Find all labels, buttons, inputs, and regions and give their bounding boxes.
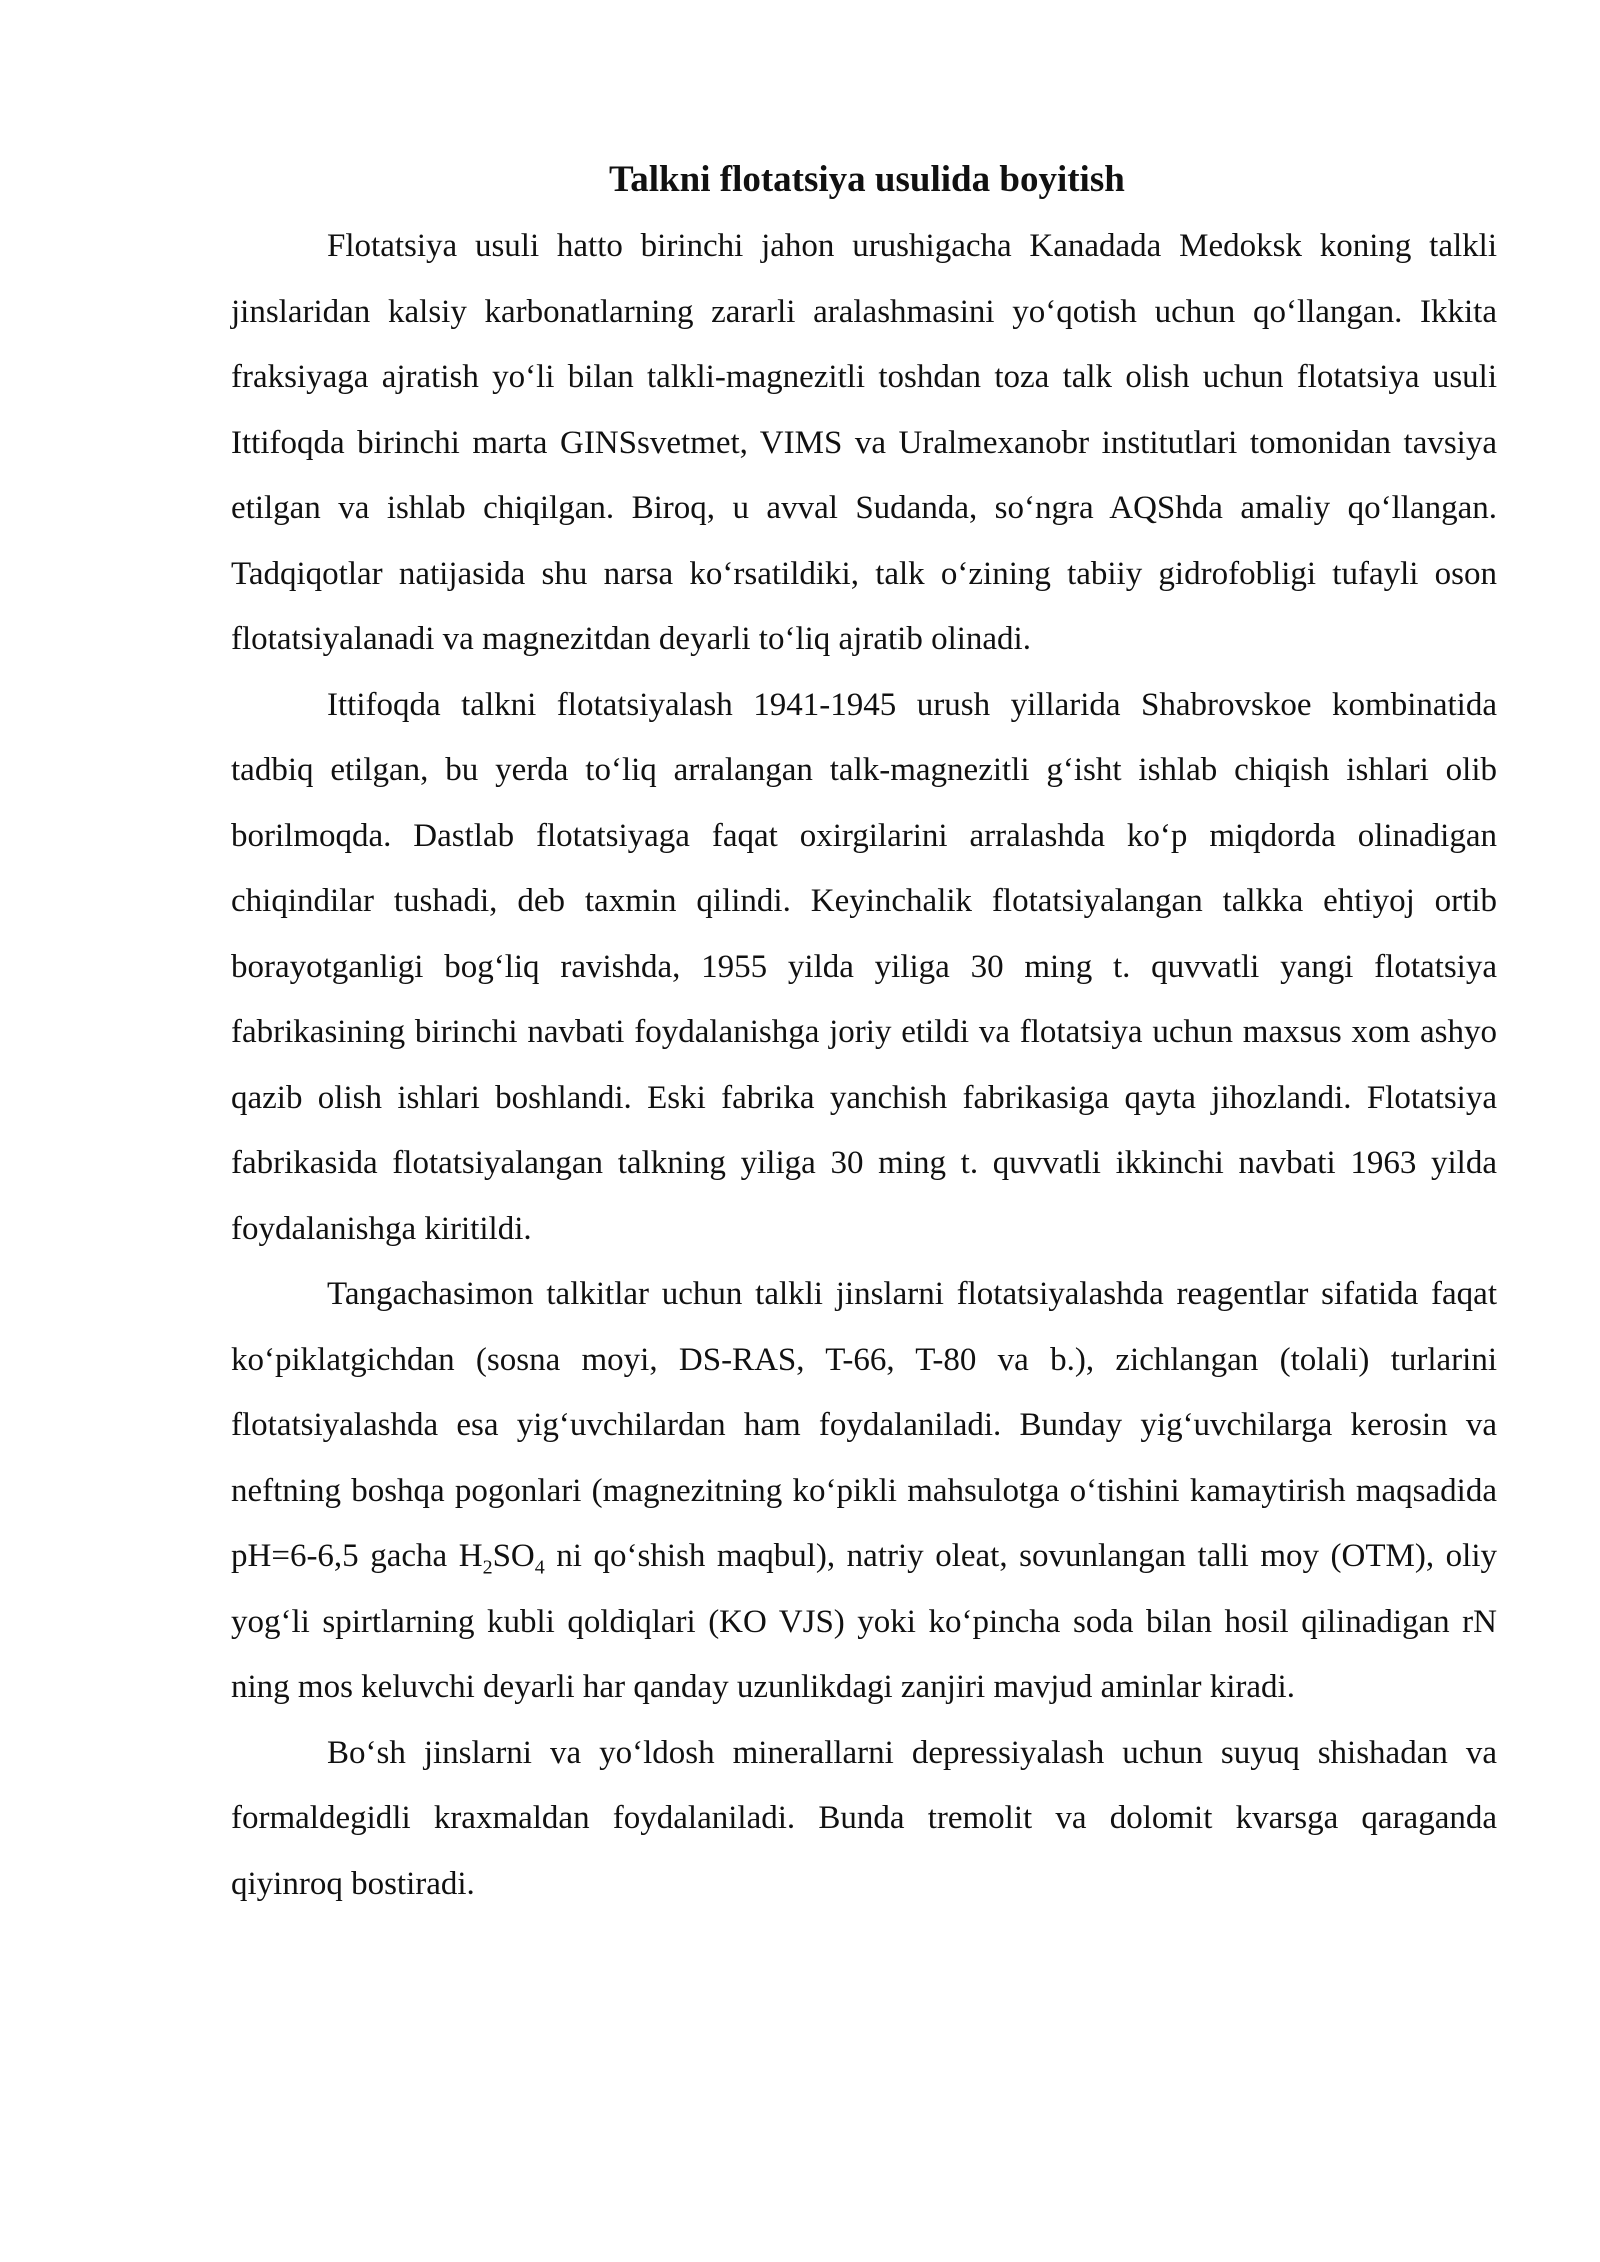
formula-so: SO bbox=[492, 1538, 535, 1574]
paragraph-3-text-end: ni qo‘shish maqbul), natriy oleat, sovunlangan talli moy (OTM), oliy yog‘li spirtlarning kubli qoldiqlari (KO VJS) yoki ko‘pincha soda bilan hosil qilinadigan rN ning mos keluvchi deyarli har qanday uzunlikdagi zanjiri mavjud aminlar kiradi. bbox=[231, 1538, 1497, 1705]
formula-so-subscript: 4 bbox=[534, 1556, 545, 1579]
document-body bbox=[231, 146, 1497, 1917]
paragraph-4: Bo‘sh jinslarni va yo‘ldosh minerallarni depressiyalash uchun suyuq shishadan va formaldegidli kraxmaldan foydalaniladi. Bunda tremolit va dolomit kvarsga qaraganda qiyinroq bostiradi. bbox=[231, 1734, 1497, 1902]
paragraph-2: Ittifoqda talkni flotatsiyalash 1941-1945 urush yillarida Shabrovskoe kombinatida tadbiq etilgan, bu yerda to‘liq arralangan talk-magnezitli g‘isht ishlab chiqish ishlari olib borilmoqda. Dastlab flotatsiyaga faqat oxirgilarini arralashda ko‘p miqdorda olinadigan chiqindilar tushadi, deb taxmin qilindi. Keyinchalik flotatsiyalangan talkka ehtiyoj ortib borayotganligi bog‘liq ravishda, 1955 yilda yiliga 30 ming t. quvvatli yangi flotatsiya fabrikasining birinchi navbati foydalanishga joriy etildi va flotatsiya uchun maxsus xom ashyo qazib olish ishlari boshlandi. Eski fabrika yanchish fabrikasiga qayta jihozlandi. Flotatsiya fabrikasida flotatsiyalangan talkning yiliga 30 ming t. quvvatli ikkinchi navbati 1963 yilda foydalanishga kiritildi. bbox=[231, 686, 1497, 1247]
document-title: Talkni flotatsiya usulida boyitish bbox=[609, 159, 1125, 200]
formula-h: H bbox=[458, 1538, 483, 1574]
formula-sulfuric-acid bbox=[458, 1538, 545, 1579]
formula-h-subscript: 2 bbox=[482, 1556, 493, 1579]
paragraph-1: Flotatsiya usuli hatto birinchi jahon urushigacha Kanadada Medoksk koning talkli jinslaridan kalsiy karbonatlarning zararli aralashmasini yo‘qotish uchun qo‘llangan. Ikkita fraksiyaga ajratish yo‘li bilan talkli-magnezitli toshdan toza talk olish uchun flotatsiya usuli Ittifoqda birinchi marta GINSsvetmet, VIMS va Uralmexanobr institutlari tomonidan tavsiya etilgan va ishlab chiqilgan. Biroq, u avval Sudanda, so‘ngra AQShda amaliy qo‘llangan. Tadqiqotlar natijasida shu narsa ko‘rsatildiki, talk o‘zining tabiiy gidrofobligi tufayli oson flotatsiyalanadi va magnezitdan deyarli to‘liq ajratib olinadi. bbox=[231, 228, 1497, 657]
paragraph-3 bbox=[231, 1262, 1497, 1721]
paragraph-3-text-start: Tangachasimon talkitlar uchun talkli jinslarni flotatsiyalashda reagentlar sifatida faqat ko‘piklatgichdan (sosna moyi, DS-RAS, T-66, T-80 va b.), zichlangan (tolali) turlarini flotatsiyalashda esa yig‘uvchilardan ham foydalaniladi. Bunday yig‘uvchilarga kerosin va neftning boshqa pogonlari (magnezitning ko‘pikli mahsulotga o‘tishini kamaytirish maqsadida pH=6-6,5 gacha bbox=[231, 1276, 1497, 1574]
